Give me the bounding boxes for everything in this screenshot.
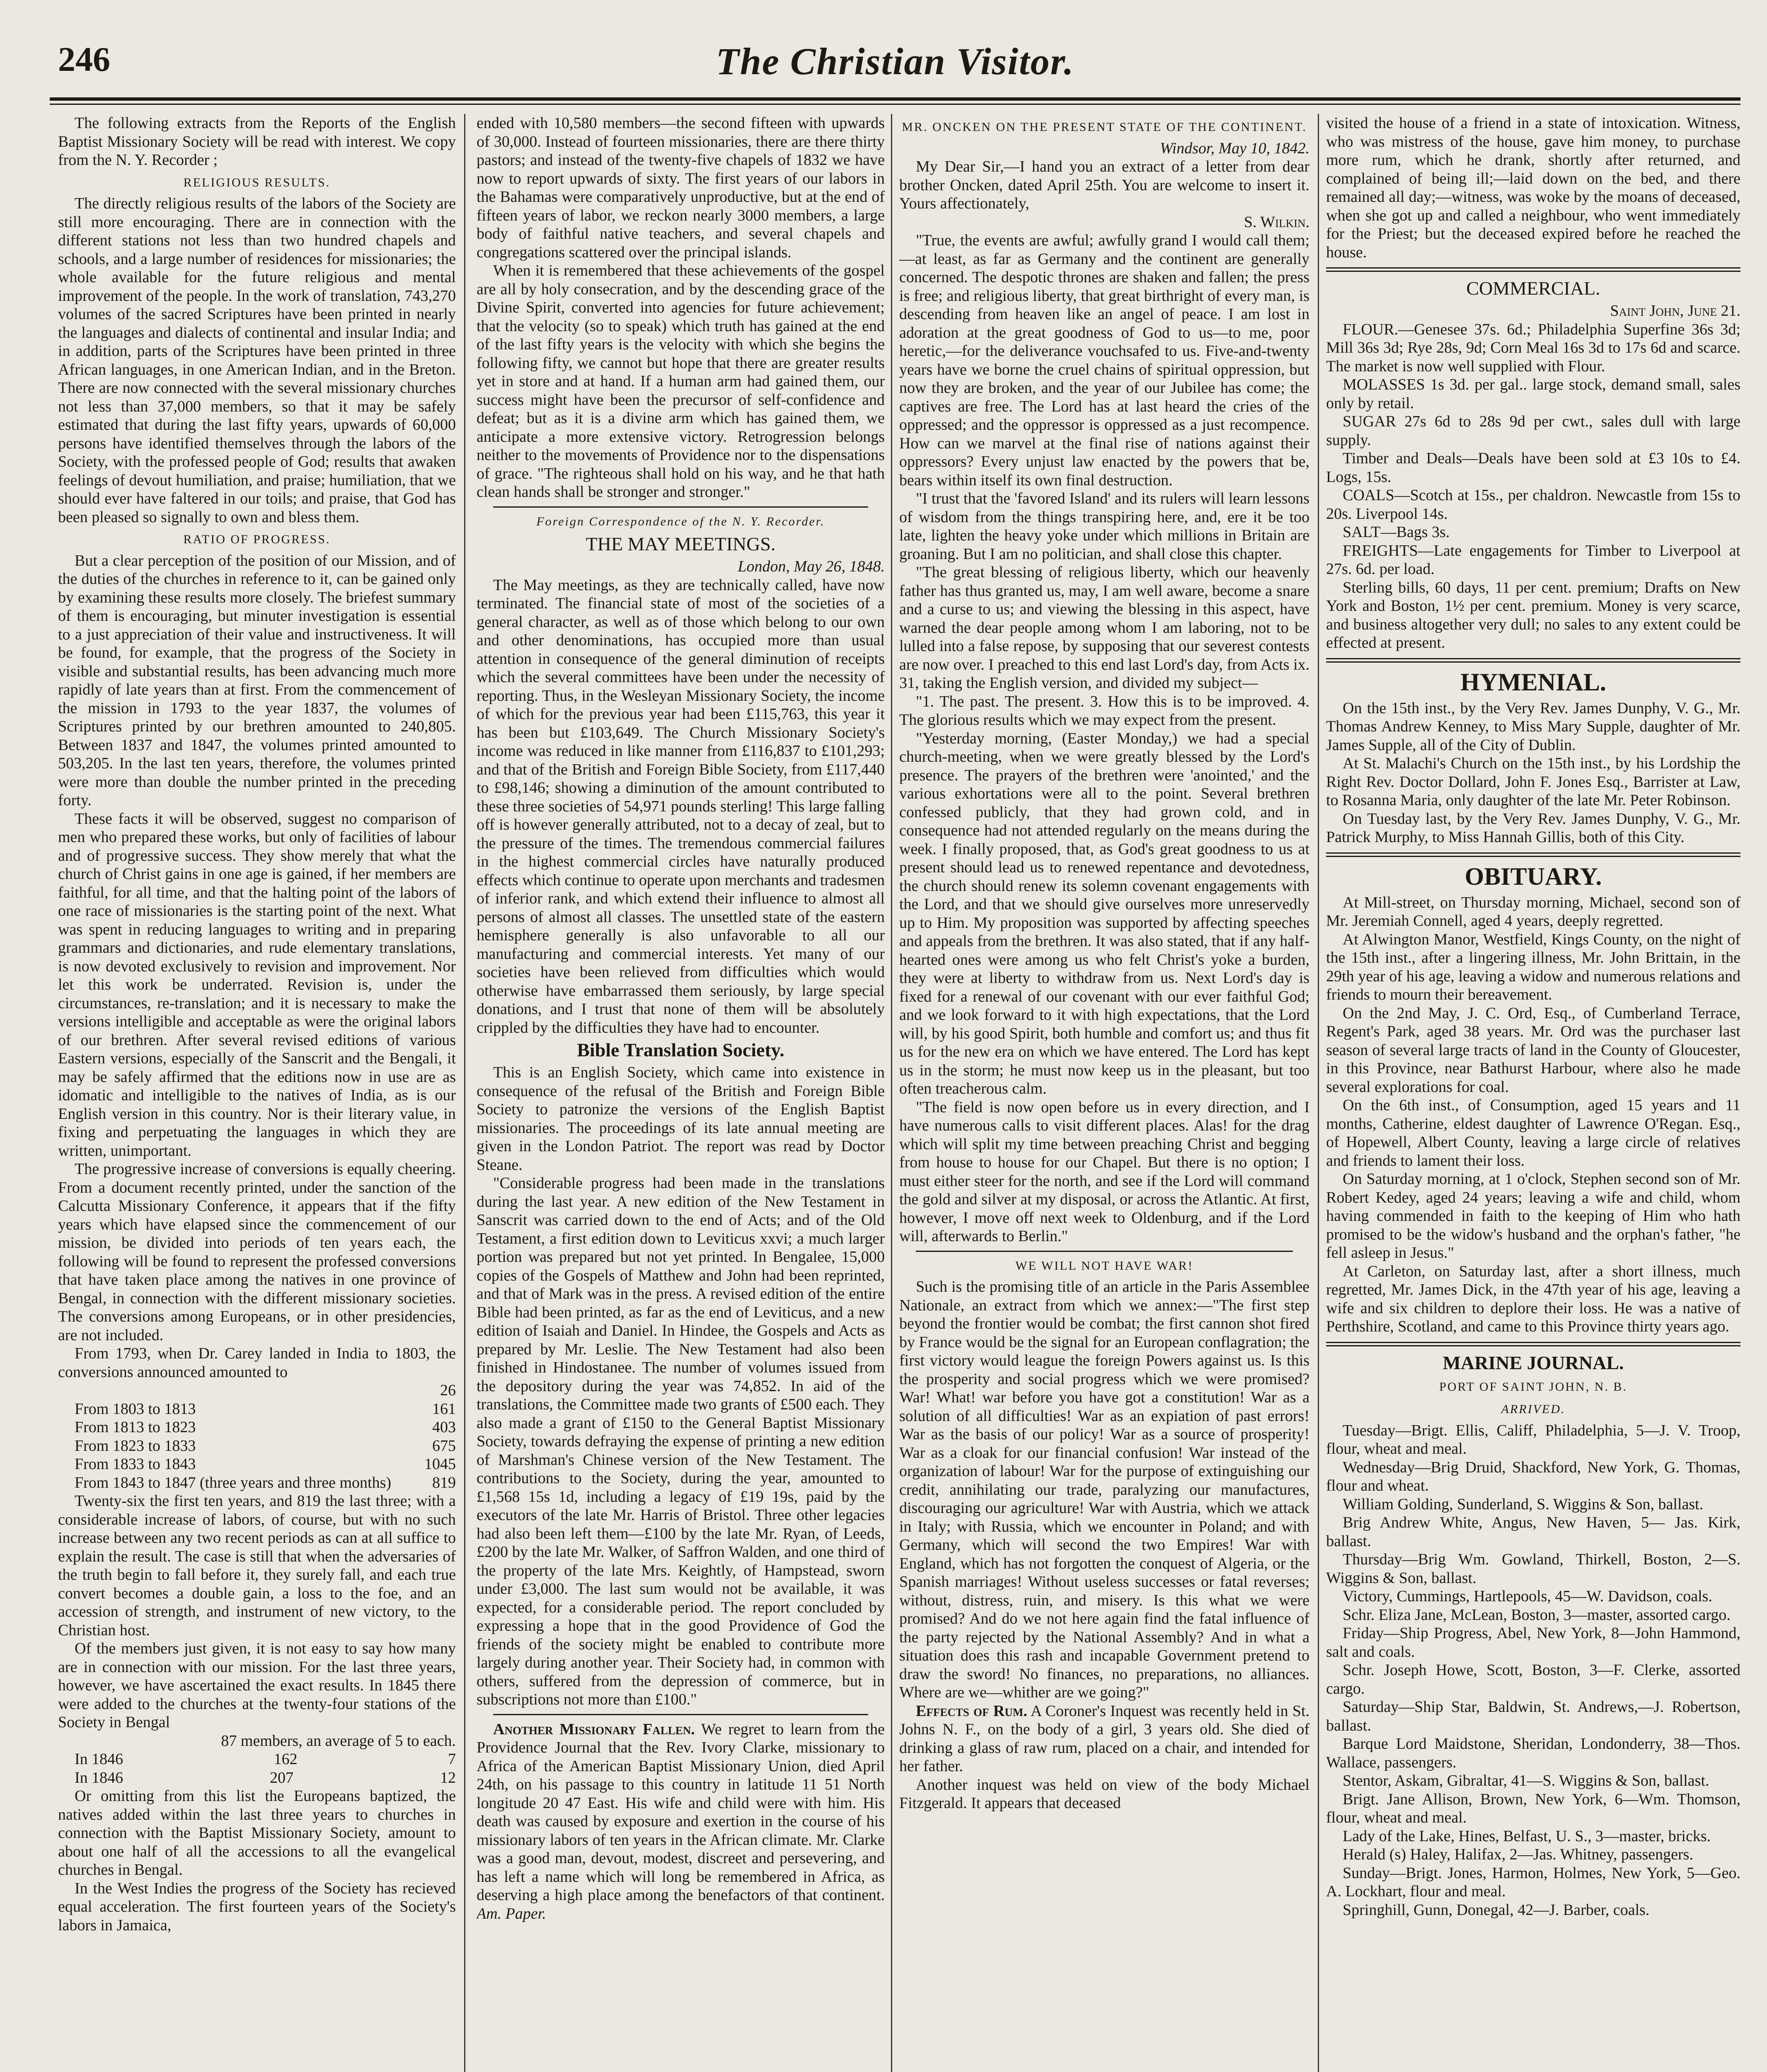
stat-value: 403 xyxy=(432,1418,456,1436)
stat-row xyxy=(58,1474,456,1492)
page-header xyxy=(50,39,1740,93)
ship-entry: Barque Lord Maidstone, Sheridan, Londonderry, 38—Thos. Wallace, passengers. xyxy=(1326,1735,1740,1771)
stat-row xyxy=(58,1400,456,1418)
article-title: Bible Translation Society. xyxy=(577,1039,784,1060)
notice: At Mill-street, on Thursday morning, Michael, second son of Mr. Jeremiah Connell, aged 4 years, deeply regretted. xyxy=(1326,893,1740,929)
source-credit: Am. Paper. xyxy=(477,1905,546,1922)
ship-entry: Friday—Ship Progress, Abel, New York, 8—John Hammond, salt and coals. xyxy=(1326,1624,1740,1661)
stat-row xyxy=(58,1437,456,1455)
ship-entry: Stentor, Askam, Gibraltar, 41—S. Wiggins & Son, ballast. xyxy=(1343,1772,1709,1789)
paragraph: These facts it will be observed, suggest no comparison of men who prepared these works, but only of facilities of labour and of progressive success. They show merely that what the church of Christ gains in one age is gained, if her members are faithful, for all time, and that the halting point of the labors of one race of missionaries is the starting point of the next. What was spent in reducing languages to writing and in preparing grammars and dictionaries, and rude elementary translations, is now devoted exclusively to revision and improvement. Nor let this work be underrated. Revision is, under the circumstances, re-translation; and it is necessary to make the versions intelligible and acceptable as were the original labors of our brethren. After several revised editions of various Eastern versions, especially of the Sanscrit and the Bengali, it may be safely affirmed that the editions now in use are as idomatic and intelligible to the natives of India, as is our English version in this country. Nor is their literary value, in fixing and perpetuating the languages in which they are written, unimportant. xyxy=(58,810,456,1159)
paragraph: From 1793, when Dr. Carey landed in India to 1803, the conversions announced amounted to xyxy=(58,1345,456,1381)
paragraph: Of the members just given, it is not easy to say how many are in connection with our mission. For the last three years, however, we have ascertained the exact results. In 1845 there were added to the churches at the twenty-four stations of the Society in Bengal xyxy=(58,1640,456,1731)
separator xyxy=(916,1251,1293,1252)
separator xyxy=(1326,852,1740,857)
market-item: Sterling bills, 60 days, 11 per cent. premium; Drafts on New York and Boston, 1½ per cent. premium. Money is very scarce, and business altogether very dull; no sales to any extent could be effected at present. xyxy=(1326,579,1740,651)
paragraph: The May meetings, as they are technically called, have now terminated. The financial state of most of the societies of a general character, as well as of those which belong to our own and other denominations, has occupied more than usual attention in consequence of the general diminution of receipts which the several committees have been under the necessity of reporting. Thus, in the Wesleyan Missionary Society, the income of which for the previous year had been £115,763, this year it has been but £103,649. The Church Missionary Society's income was reduced in like manner from £116,837 to £101,293; and that of the British and Foreign Bible Society, from £117,440 to £98,146; showing a diminution of the amount contributed to these three societies of 54,971 pounds sterling! This large falling off is however generally attributed, not to a decay of zeal, but to the pressure of the times. The tremendous commercial failures in the highest commercial circles have naturally produced effects which continue to operate upon merchants and tradesmen of inferior rank, and which extend their influence to almost all persons of almost all classes. The unsettled state of the eastern hemisphere generally is also unfavorable to all our manufacturing and commercial interests. Yet many of our societies have been relieved from difficulties which would otherwise have embarrassed them seriously, by large special donations, and I trust that none of them will be absolutely crippled by the difficulties they have had to encounter. xyxy=(477,576,885,1036)
intro-paragraph: The following extracts from the Reports of the English Baptist Missionary Society will be read with interest. We copy from the N. Y. Recorder ; xyxy=(58,114,456,169)
year-label: In 1846 xyxy=(75,1769,123,1786)
stat-label: From 1833 to 1843 xyxy=(75,1455,196,1473)
paragraph: Another inquest was held on view of the body Michael Fitzgerald. It appears that deceased xyxy=(899,1776,1310,1812)
notice: On the 6th inst., of Consumption, aged 15 years and 11 months, Catherine, eldest daughter of Lawrence O'Regan. Esq., of Hopewell, Albert County, leaving a large circle of relatives and friends to lament their loss. xyxy=(1326,1097,1740,1169)
article-title: THE MAY MEETINGS. xyxy=(586,533,776,554)
ship-entry: Thursday—Brig Wm. Gowland, Thirkell, Boston, 2—S. Wiggins & Son, ballast. xyxy=(1326,1551,1740,1587)
paragraph: We regret to learn from the Providence Journal that the Rev. Ivory Clarke, missionary to Africa of the American Baptist Missionary Union, died April 24th, on his passage to this country in latitude 11 51 North longitude 20 47 East. His wife and child were with him. His death was caused by exposure and exertion in the course of his missionary labors of ten years in the African climate. Mr. Clarke was a good man, devout, modest, discreet and persevering, and has left a name which will long be remembered in Africa, as deserving a high place among the benefactors of that continent. xyxy=(477,1720,885,1904)
column-divider xyxy=(464,114,465,2072)
article-title: MR. ONCKEN ON THE PRESENT STATE OF THE CONTINENT. xyxy=(902,120,1307,134)
byline: Foreign Correspondence of the N. Y. Recorder. xyxy=(536,514,825,528)
separator xyxy=(1326,658,1740,663)
notice: On Tuesday last, by the Very Rev. James Dunphy, V. G., Mr. Patrick Murphy, to Miss Hannah Gillis, both of this City. xyxy=(1326,810,1740,846)
column-divider xyxy=(891,114,892,2072)
stat-value: 675 xyxy=(432,1437,456,1455)
year-row xyxy=(58,1769,456,1787)
run-in-heading: Effects of Rum. xyxy=(916,1702,1027,1720)
ship-entry: Springhill, Gunn, Donegal, 42—J. Barber, coals. xyxy=(1343,1901,1650,1919)
column-3 xyxy=(899,114,1310,2072)
stat-row xyxy=(58,1418,456,1437)
column-2 xyxy=(477,114,885,2072)
paragraph: "Yesterday morning, (Easter Monday,) we had a special church-meeting, when we were greatly blessed by the Lord's presence. The prayers of the brethren were 'anointed,' and the various exhortations were all to the point. Several brethren confessed publicly, that they had grown cold, and in consequence had not attended regularly on the means during the week. I finally proposed, that, as God's great goodness to us at present should lead us to renewed repentance and devotedness, the church should renew its solemn covenant engagements with the Lord, and that we should give ourselves more unreservedly up to Him. My proposition was supported by affecting speeches and appeals from the brethren. It was also stated, that if any half-hearted ones were among us who felt Christ's yoke a burden, they were at liberty to withdraw from us. Next Lord's day is fixed for a renewal of our covenant with our ever faithful God; and we look forward to it with high expectations, that the Lord will, by his good Spirit, both humble and comfort us; and thus fit us for the new era on which we have entered. The Lord has kept us in the storm; he must now keep us in the pleasant, but too often treacherous calm. xyxy=(899,729,1310,1097)
ship-entry: Brig Andrew White, Angus, New Haven, 5— Jas. Kirk, ballast. xyxy=(1326,1514,1740,1550)
section-heading: RATIO OF PROGRESS. xyxy=(183,533,331,546)
separator xyxy=(493,506,868,508)
run-in-heading: Another Missionary Fallen. xyxy=(493,1720,695,1738)
stat-value: 1045 xyxy=(424,1455,456,1473)
stat-value: 87 members, an average of 5 to each. xyxy=(221,1732,456,1750)
paragraph: "The great blessing of religious liberty, which our heavenly father has thus granted us, may, I am well aware, become a snare and a curse to us; and viewing the blessing in this aspect, have warned the dear people among whom I am laboring, not to be lulled into a false repose, by supposing that our severest contests are now over. I preached to this end last Lord's day, from Acts ix. 31, taking the English version, and divided my subject— xyxy=(899,564,1310,692)
paragraph: Such is the promising title of an article in the Paris Assemblee Nationale, an extract from which we annex:—"The first step beyond the frontier would be combat; the first cannon shot fired by France would be the signal for an European conflagration; the first victory would league the foreign Powers against us. Is this the prosperity and social progress which we were promised? War! What! war before you have got a constitution! War as a solution of all difficulties! War as an expiation of past errors! War as the basis of our policy! War as a source of prosperity! War as a cloak for our financial confusion! War instead of the organization of labour! War for the purpose of extinguishing our credit, annihilating our trade, paralyzing our manufactures, discouraging our agriculture! War with Austria, which we attack in Italy; with Russia, which we encounter in Poland; and with Germany, which will second the two Empires! War with England, which has not forgotten the conquest of Algeria, or the Spanish marriages! Without useless successes or fatal reverses; without, distress, ruin, and misery. Is this what we were promised? And do we not here again find the fatal influence of the party rejected by the National Assembly? And in what a situation does this rash and incapable Government pretend to draw the sword! No finances, no preparations, no alliances. Where are we—whither are we going?" xyxy=(899,1278,1310,1701)
stat-label: From 1813 to 1823 xyxy=(75,1418,196,1436)
paragraph: ended with 10,580 members—the second fifteen with upwards of 30,000. Instead of fourteen missionaries, there are there thirty pastors; and instead of the twenty-five chapels of 1832 we have now to report upwards of sixty. The first years of our labors in the Bahamas were comparatively unproductive, but at the end of fifteen years of labor, we reckon nearly 3000 members, a large body of faithful native teachers, and several chapels and congregations scattered over the principal islands. xyxy=(477,114,885,261)
paragraph: The directly religious results of the labors of the Society are still more encouraging. There are in connection with the different stations not less than two hundred chapels and schools, and a large number of residences for missionaries; the whole available for the future religious and mental improvement of the people. In the work of translation, 743,270 volumes of the sacred Scriptures have been printed in nearly the languages and dialects of continental and insular India; and in addition, parts of the Scriptures have been printed in three African languages, in one American Indian, and in the Breton. There are now connected with the several missionary churches not less than 37,000 members, so that it may be safely estimated that during the last fifty years, upwards of 60,000 persons have identified themselves through the labors of the Society, with the professed people of God; results that awaken feelings of devout humiliation, and praise; humiliation, that we should ever have faltered in our toils; and praise, that God has been pleased so signally to own and bless them. xyxy=(58,195,456,526)
separator xyxy=(1326,267,1740,272)
paragraph: But a clear perception of the position of our Mission, and of the duties of the churches in reference to it, can be gained only by examining these results more closely. The briefest summary of them is encouraging, but minuter investigation is essential to a just appreciation of their value and instructiveness. It will be found, for example, that the progress of the Society in visible and substantial results, has been advancing much more rapidly of late years than at first. From the commencement of the mission in 1793 to the year 1837, the volumes of Scriptures printed by our brethren amounted to 240,805. Between 1837 and 1847, the volumes printed amounted to 503,205. In the last ten years, therefore, the volumes printed were more than double the number printed in the preceding forty. xyxy=(58,552,456,809)
year-count: 207 xyxy=(270,1769,294,1786)
arrived-heading: ARRIVED. xyxy=(1501,1402,1566,1416)
stat-label: From 1803 to 1813 xyxy=(75,1400,196,1418)
stat-label: From 1843 to 1847 (three years and three months) xyxy=(75,1474,392,1491)
page-number: 246 xyxy=(58,40,110,79)
paragraph: "Considerable progress had been made in the translations during the last year. A new edition of the New Testament in Sanscrit was carried down to the end of Acts; and of the Old Testament, a first edition down to Leviticus xxvi; a much larger portion was prepared but not yet printed. In Bengalee, 15,000 copies of the Gospels of Matthew and John had been reprinted, and that of Mark was in the press. A revised edition of the entire Bible had been printed, as far as the end of Leviticus, and a new edition of Isaiah and Daniel. In Hindee, the Gospels and Acts as prepared by Mr. Leslie. The New Testament had also been finished in Hindostanee. The number of volumes issued from the depository during the year was 74,852. In aid of the translations, the Committee made two grants of £500 each. They also made a grant of £150 to the General Baptist Missionary Society, towards defraying the expense of printing a new edition of Marshman's Chinese version of the New Testament. The contributions to the Society, during the year, amounted to £1,568 15s 1d, including a legacy of £19 19s, paid by the executors of the late Mr. Harris of Bristol. Three other legacies had also been left them—£100 by the late Mr. Ryan, of Leeds, £200 by the late Mr. Walker, of Saffron Walden, and one third of the property of the late Mrs. Keightly, of Hampstead, sworn under £3,000. The last sum would not be available, it was expected, for a considerable period. The report concluded by expressing a hope that in the good Providence of God the friends of the society might be enabled to contribute more largely during another year. Their Society had, in common with others, suffered from the depression of commerce, but in subscriptions not more than £100." xyxy=(477,1174,885,1708)
dateline: London, May 26, 1848. xyxy=(738,558,885,575)
notice: On the 15th inst., by the Very Rev. James Dunphy, V. G., Mr. Thomas Andrew Kenney, to Miss Mary Supple, daughter of Mr. James Supple, all of the City of Dublin. xyxy=(1326,699,1740,754)
separator xyxy=(1326,1342,1740,1346)
section-title: OBITUARY. xyxy=(1464,862,1602,890)
market-item: FREIGHTS—Late engagements for Timber to Liverpool at 27s. 6d. per load. xyxy=(1326,542,1740,578)
notice: At St. Malachi's Church on the 15th inst., by his Lordship the Right Rev. Doctor Dollard, John F. Jones Esq., Barrister at Law, to Rosanna Maria, only daughter of the late Mr. Peter Robinson. xyxy=(1326,755,1740,809)
market-item: Timber and Deals—Deals have been sold at £3 10s to £4. Logs, 15s. xyxy=(1326,450,1740,486)
signature: S. Wilkin. xyxy=(1244,213,1310,231)
year-row xyxy=(58,1750,456,1769)
paragraph: Or omitting from this list the Europeans baptized, the natives added within the last three years to churches in connection with the Baptist Missionary Society, amount to about one half of all the accessions to all the evangelical churches in Bengal. xyxy=(58,1787,456,1878)
market-item: FLOUR.—Genesee 37s. 6d.; Philadelphia Superfine 36s 3d; Mill 36s 3d; Rye 28s, 9d; Corn Meal 16s 3d to 17s 6d and scarce. The market is now well supplied with Flour. xyxy=(1326,320,1740,375)
article-title: WE WILL NOT HAVE WAR! xyxy=(1015,1259,1193,1273)
notice: On Saturday morning, at 1 o'clock, Stephen second son of Mr. Robert Kedey, aged 24 years; leaving a wife and child, whom having commended in faith to the keeping of Him who hath promised to be the widow's husband and the orphan's father, "he fell asleep in Jesus." xyxy=(1326,1170,1740,1261)
column-1 xyxy=(58,114,456,2072)
separator xyxy=(493,1714,868,1715)
dateline: Saint John, June 21. xyxy=(1610,302,1740,320)
column-divider xyxy=(1318,114,1319,2072)
section-heading: RELIGIOUS RESULTS. xyxy=(183,175,331,189)
stat-value: 819 xyxy=(432,1474,456,1491)
ship-entry: Saturday—Ship Star, Baldwin, St. Andrews,—J. Robertson, ballast. xyxy=(1326,1698,1740,1734)
masthead-title: The Christian Visitor. xyxy=(716,40,1075,82)
paragraph: In the West Indies the progress of the Society has recieved equal acceleration. The first fourteen years of the Society's labors in Jamaica, xyxy=(58,1879,456,1934)
stat-label: From 1823 to 1833 xyxy=(75,1437,196,1455)
paragraph: Twenty-six the first ten years, and 819 the last three; with a considerable increase of labors, of course, but with no such increase between any two recent periods as can at all suffice to explain the result. The case is still that when the adversaries of the truth begin to fall before it, they surely fall, and each true convert becomes a double gain, a loss to the foe, and an accession of strength, and instrument of new victory, to the Christian host. xyxy=(58,1492,456,1639)
section-title: COMMERCIAL. xyxy=(1466,278,1600,299)
notice: On the 2nd May, J. C. Ord, Esq., of Cumberland Terrace, Regent's Park, aged 38 years. Mr. Ord was the purchaser last season of several large tracts of land in the County of Gloucester, in this Province, near Bathurst Harbour, where also he made several explorations for coal. xyxy=(1326,1004,1740,1096)
section-title: MARINE JOURNAL. xyxy=(1443,1352,1624,1373)
year-average: 12 xyxy=(440,1769,456,1786)
ship-entry: Wednesday—Brig Druid, Shackford, New York, G. Thomas, flour and wheat. xyxy=(1326,1458,1740,1494)
year-label: In 1846 xyxy=(75,1750,123,1768)
header-rule xyxy=(50,97,1740,101)
column-4 xyxy=(1326,114,1740,2072)
paragraph: "I trust that the 'favored Island' and its rulers will learn lessons of wisdom from the things transpiring here, and, ere it be too late, lighten the heavy yoke under which millions in Britain are groaning. But I am no politician, and shall close this chapter. xyxy=(899,490,1310,563)
port-heading: PORT OF SAINT JOHN, N. B. xyxy=(1439,1380,1627,1394)
ship-entry: Herald (s) Haley, Halifax, 2—Jas. Whitney, passengers. xyxy=(1343,1846,1693,1863)
ship-entry: Lady of the Lake, Hines, Belfast, U. S., 3—master, bricks. xyxy=(1343,1827,1711,1845)
ship-entry: Schr. Joseph Howe, Scott, Boston, 3—F. Clerke, assorted cargo. xyxy=(1326,1661,1740,1697)
ship-entry: Tuesday—Brigt. Ellis, Califf, Philadelphia, 5—J. V. Troop, flour, wheat and meal. xyxy=(1326,1421,1740,1457)
ship-entry: William Golding, Sunderland, S. Wiggins & Son, ballast. xyxy=(1343,1495,1704,1513)
paragraph: "1. The past. The present. 3. How this is to be improved. 4. The glorious results which we may expect from the present. xyxy=(899,692,1310,729)
dateline: Windsor, May 10, 1842. xyxy=(1160,139,1310,157)
ship-entry: Schr. Eliza Jane, McLean, Boston, 3—master, assorted cargo. xyxy=(1343,1606,1731,1624)
paragraph: visited the house of a friend in a state of intoxication. Witness, who was mistress of the house, gave him money, to purchase more rum, which he drank, shortly after returned, and complained of being ill;—laid down on the bed, and there remained all day;—witness, was woke by the moans of deceased, when she got up and called a neighbour, who went immediately for the Priest; but the deceased expired before he reached the house. xyxy=(1326,114,1740,261)
ship-entry: Sunday—Brigt. Jones, Harmon, Holmes, New York, 5—Geo. A. Lockhart, flour and meal. xyxy=(1326,1864,1740,1900)
market-item: SUGAR 27s 6d to 28s 9d per cwt., sales dull with large supply. xyxy=(1326,413,1740,449)
paragraph: When it is remembered that these achievements of the gospel are all by holy consecration, and by the descending grace of the Divine Spirit, converted into agencies for future achievement; that the velocity (so to speak) which truth has gained at the end of the last fifty years is the velocity with which she begins the following fifty, we cannot but hope that there are greater results yet in store and at hand. If a human arm had gained them, our success might have been the precursor of self-confidence and defeat; but as it is a divine arm which has gained them, we anticipate a more extensive victory. Retrogression belongs neither to the movements of Providence nor to the dispensations of grace. "The righteous shall hold on his way, and he that hath clean hands shall be stronger and stronger." xyxy=(477,262,885,501)
stat-value: 26 xyxy=(440,1382,456,1399)
paragraph: The progressive increase of conversions is equally cheering. From a document recently printed, under the sanction of the Calcutta Missionary Conference, it appears that if the fifty years which have elapsed since the commencement of our mission, be divided into periods of ten years each, the following will be found to represent the professed conversions that have taken place among the natives in one province of Bengal, in connection with the different missionary societies. The conversions among Europeans, or in other presidencies, are not included. xyxy=(58,1160,456,1344)
year-count: 162 xyxy=(274,1750,298,1768)
notice: At Alwington Manor, Westfield, Kings County, on the night of the 15th inst., after a lingering illness, Mr. John Brittain, in the 29th year of his age, leaving a widow and numerous relations and friends to mourn their bereavement. xyxy=(1326,930,1740,1003)
stat-value: 161 xyxy=(432,1400,456,1418)
stat-row xyxy=(58,1455,456,1474)
paragraph: My Dear Sir,—I hand you an extract of a letter from dear brother Oncken, dated April 25th. You are welcome to insert it. Yours affectionately, xyxy=(899,158,1310,212)
ship-entry: Victory, Cummings, Hartlepools, 45—W. Davidson, coals. xyxy=(1343,1588,1713,1605)
notice: At Carleton, on Saturday last, after a short illness, much regretted, Mr. James Dick, in the 47th year of his age, leaving a wife and six children to deplore their loss. He was a native of Perthshire, Scotland, and came to this Province thirty years ago. xyxy=(1326,1262,1740,1335)
section-title: HYMENIAL. xyxy=(1460,668,1606,696)
market-item: SALT—Bags 3s. xyxy=(1343,523,1450,541)
market-item: MOLASSES 1s 3d. per gal.. large stock, demand small, sales only by retail. xyxy=(1326,376,1740,412)
market-item: COALS—Scotch at 15s., per chaldron. Newcastle from 15s to 20s. Liverpool 14s. xyxy=(1326,487,1740,523)
paragraph: A Coroner's Inquest was recently held in St. Johns N. F., on the body of a girl, 3 years old. She died of drinking a glass of raw rum, placed on a chair, and intended for her father. xyxy=(899,1702,1310,1775)
paragraph: "True, the events are awful; awfully grand I would call them;—at least, as far as Germany and the continent are generally concerned. The despotic thrones are shaken and fallen; the press is free; and religious liberty, that great birthright of every man, is descending from heaven like an angel of peace. I am lost in adoration at the great goodness of God to us—to me, poor heretic,—for the deliverance vouchsafed to us. Five-and-twenty years have we borne the cruel chains of spiritual oppression, but now they are broken, and the year of our Jubilee has come; the captives are free. The Lord has at last heard the cries of the oppressed; and the oppressor is oppressed as a just recompence. How can we marvel at the final rise of nations against their oppressors? Every unjust law enacted by the powers that be, bears within itself its own final destruction. xyxy=(899,232,1310,489)
header-rule-thin xyxy=(50,104,1740,105)
year-average: 7 xyxy=(448,1750,456,1768)
paragraph: This is an English Society, which came into existence in consequence of the refusal of the British and Foreign Bible Society to patronize the versions of the English Baptist missionaries. The proceedings of its late annual meeting are given in the London Patriot. The report was read by Doctor Steane. xyxy=(477,1064,885,1174)
paragraph: "The field is now open before us in every direction, and I have numerous calls to visit different places. Alas! for the drag which will split my time between preaching Christ and begging from house to house for our Chapel. But there is no option; I must either steer for the north, and see if the Lord will command the gold and silver at my disposal, or across the Atlantic. At first, however, I move off next week to Oldenburg, and if the Lord will, afterwards to Berlin." xyxy=(899,1098,1310,1245)
ship-entry: Brigt. Jane Allison, Brown, New York, 6—Wm. Thomson, flour, wheat and meal. xyxy=(1326,1790,1740,1826)
